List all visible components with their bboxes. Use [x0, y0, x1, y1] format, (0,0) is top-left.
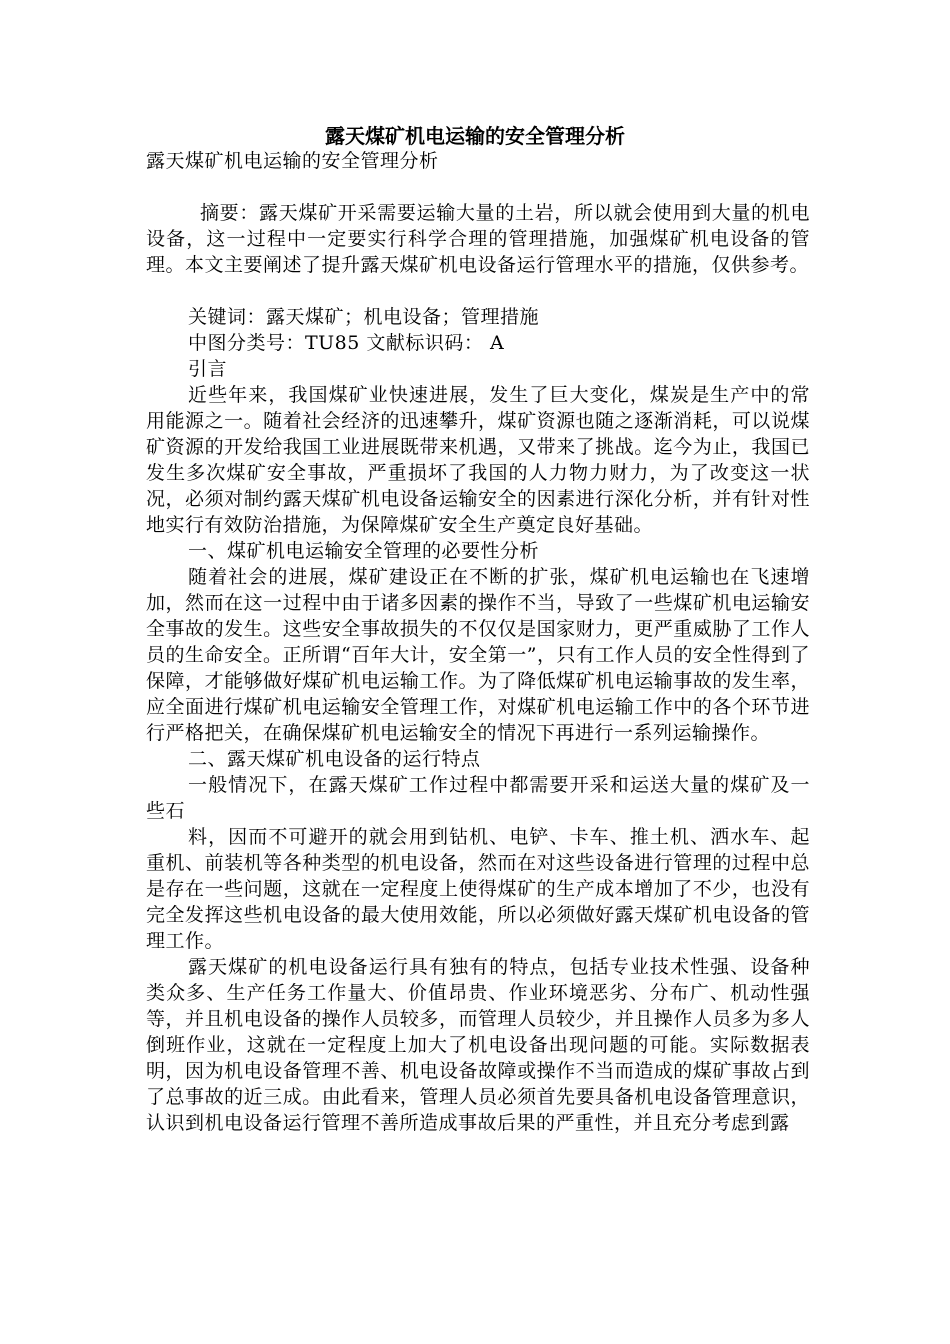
classification-line: 中图分类号：TU85 文献标识码： A: [188, 332, 505, 354]
intro-paragraph: 近些年来，我国煤矿业快速进展，发生了巨大变化，煤炭是生产中的常用能源之一。随着社会经济的迅速攀升，煤矿资源也随之逐渐消耗，可以说煤矿资源的开发给我国工业进展既带来机遇，又带来了挑战。迄今为止，我国已发生多次煤矿安全事故，严重损坏了我国的人力物力财力，为了改变这一状况，必须对制约露天煤矿机电设备运输安全的因素进行深化分析，并有针对性地实行有效防治措施，为保障煤矿安全生产奠定良好基础。: [146, 384, 810, 536]
section1-heading: 一、煤矿机电运输安全管理的必要性分析: [188, 540, 540, 562]
section2-paragraph-2: 料，因而不可避开的就会用到钻机、电铲、卡车、推土机、洒水车、起重机、前装机等各种类型的机电设备，然而在对这些设备进行管理的过程中总是存在一些问题，这就在一定程度上使得煤矿的生产成本增加了不少，也没有完全发挥这些机电设备的最大使用效能，所以必须做好露天煤矿机电设备的管理工作。: [146, 826, 810, 952]
document-subtitle: 露天煤矿机电运输的安全管理分析: [146, 150, 439, 172]
section2-paragraph-1: 一般情况下，在露天煤矿工作过程中都需要开采和运送大量的煤矿及一些石: [146, 774, 810, 822]
document-body: [146, 148, 810, 1136]
intro-heading: 引言: [188, 358, 228, 380]
keywords-line: 关键词：露天煤矿；机电设备；管理措施: [188, 306, 540, 328]
abstract-paragraph: 摘要：露天煤矿开采需要运输大量的土岩，所以就会使用到大量的机电设备，这一过程中一定要实行科学合理的管理措施，加强煤矿机电设备的管理。本文主要阐述了提升露天煤矿机电设备运行管理水平的措施，仅供参考。: [146, 202, 810, 276]
section2-heading: 二、露天煤矿机电设备的运行特点: [188, 748, 481, 770]
section1-paragraph: 随着社会的进展，煤矿建设正在不断的扩张，煤矿机电运输也在飞速增加，然而在这一过程中由于诸多因素的操作不当，导致了一些煤矿机电运输安全事故的发生。这些安全事故损失的不仅仅是国家财力，更严重威胁了工作人员的生命安全。正所谓“百年大计，安全第一”，只有工作人员的安全性得到了保障，才能够做好煤矿机电运输工作。为了降低煤矿机电运输事故的发生率，应全面进行煤矿机电运输安全管理工作，对煤矿机电运输工作中的各个环节进行严格把关，在确保煤矿机电运输安全的情况下再进行一系列运输操作。: [146, 566, 810, 744]
section2-paragraph-3: 露天煤矿的机电设备运行具有独有的特点，包括专业技术性强、设备种类众多、生产任务工作量大、价值昂贵、作业环境恶劣、分布广、机动性强等，并且机电设备的操作人员较多，而管理人员较少，并且操作人员多为多人倒班作业，这就在一定程度上加大了机电设备出现问题的可能。实际数据表明，因为机电设备管理不善、机电设备故障或操作不当而造成的煤矿事故占到了总事故的近三成。由此看来，管理人员必须首先要具备机电设备管理意识，认识到机电设备运行管理不善所造成事故后果的严重性，并且充分考虑到露: [146, 956, 810, 1134]
document-title: 露天煤矿机电运输的安全管理分析: [325, 124, 625, 148]
